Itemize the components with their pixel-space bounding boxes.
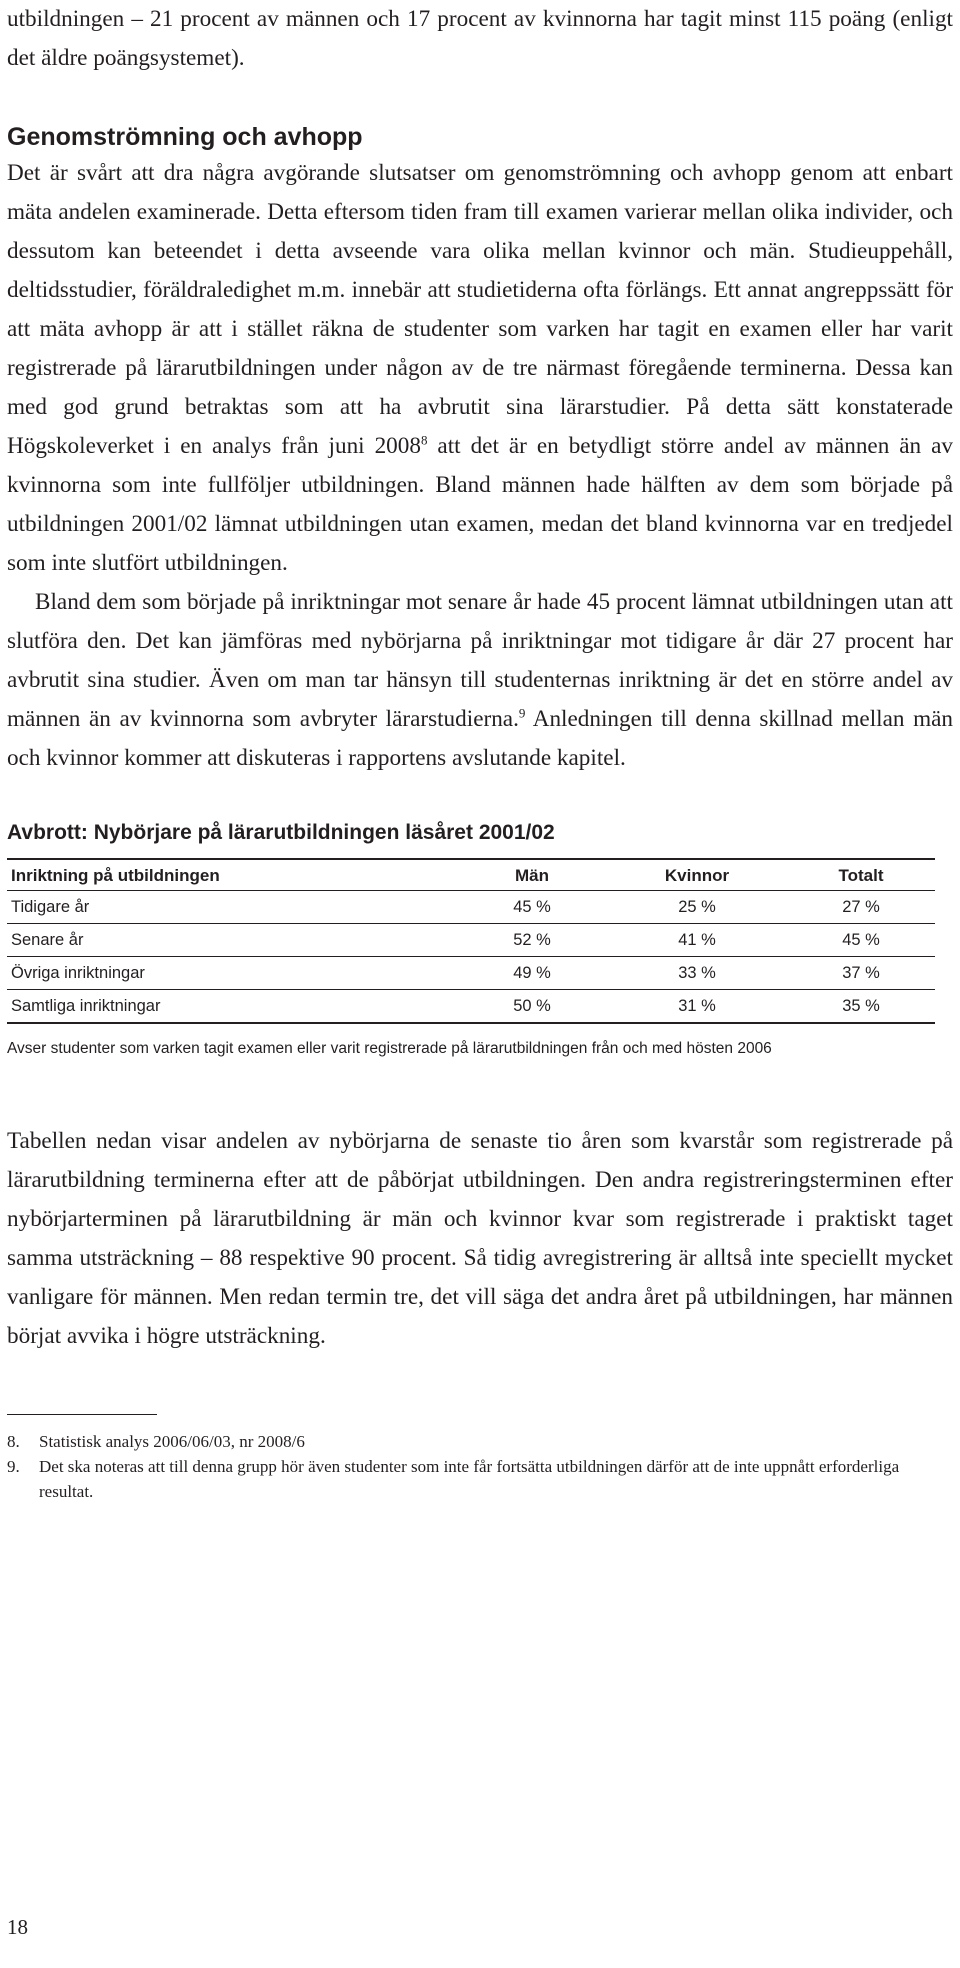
page-content bbox=[7, 0, 953, 1504]
paragraph-inriktningar bbox=[7, 583, 953, 778]
table-cell: Samtliga inriktningar bbox=[11, 996, 161, 1015]
section-heading: Genomströmning och avhopp bbox=[7, 123, 363, 151]
table-cell: 41 % bbox=[678, 930, 716, 949]
table-title: Avbrott: Nybörjare på lärarutbildningen läsåret 2001/02 bbox=[7, 821, 555, 844]
footnote-item bbox=[7, 1429, 953, 1454]
footnote-text: Statistisk analys 2006/06/03, nr 2008/6 bbox=[39, 1432, 305, 1451]
paragraph-text: Anledningen till denna skillnad mellan män och kvinnor kommer att diskuteras i rapportens avslutande kapitel. bbox=[7, 706, 953, 771]
table-row bbox=[7, 924, 935, 957]
dropout-table-block bbox=[7, 818, 953, 1060]
table-cell: 27 % bbox=[842, 897, 880, 916]
column-header: Män bbox=[515, 866, 549, 885]
footnote-number: 8. bbox=[7, 1432, 20, 1451]
footnote-text: Det ska noteras att till denna grupp hör även studenter som inte får fortsätta utbildningen därför att de inte uppnått erforderliga resultat. bbox=[39, 1457, 900, 1501]
paragraph-tabellen: Tabellen nedan visar andelen av nybörjarna de senaste tio åren som kvarstår som registrerade på lärarutbildning terminerna efter att de påbörjat utbildningen. Den andra registreringsterminen efter nybörjarterminen på lärarutbildning är män och kvinnor kvar som registrerade i praktiskt taget samma utsträckning – 88 respektive 90 procent. Så tidig avregistrering är alltså inte speciellt mycket vanligare för männen. Men redan termin tre, det vill säga det andra året på utbildningen, har männen börjat avvika i högre utsträckning. bbox=[7, 1128, 953, 1349]
dropout-table bbox=[7, 858, 935, 1024]
table-cell: 31 % bbox=[678, 996, 716, 1015]
table-cell: 37 % bbox=[842, 963, 880, 982]
footnote-ref-8[interactable]: 8 bbox=[420, 432, 428, 448]
footnote-ref-9[interactable]: 9 bbox=[518, 705, 526, 721]
table-cell: 45 % bbox=[842, 930, 880, 949]
page-number: 18 bbox=[7, 1915, 28, 1939]
table-cell: 52 % bbox=[513, 930, 551, 949]
table-cell: 35 % bbox=[842, 996, 880, 1015]
paragraph-continued: utbildningen – 21 procent av männen och 17 procent av kvinnorna har tagit minst 115 poäng (enligt det äldre poängsystemet). bbox=[7, 6, 953, 71]
table-cell: Övriga inriktningar bbox=[11, 963, 145, 982]
table-header-row bbox=[7, 859, 935, 891]
column-header: Kvinnor bbox=[664, 866, 730, 885]
table-cell: Tidigare år bbox=[11, 897, 90, 916]
table-row bbox=[7, 957, 935, 990]
paragraph-genomstromning bbox=[7, 154, 953, 583]
table-cell: 49 % bbox=[513, 963, 551, 982]
table-row bbox=[7, 891, 935, 924]
table-cell: Senare år bbox=[11, 930, 84, 949]
table-note: Avser studenter som varken tagit examen eller varit registrerade på lärarutbildningen från och med hösten 2006 bbox=[7, 1040, 772, 1057]
column-header: Inriktning på utbildningen bbox=[11, 866, 220, 885]
footnote-divider bbox=[7, 1414, 157, 1415]
column-header: Totalt bbox=[838, 866, 884, 885]
footnote-number: 9. bbox=[7, 1457, 20, 1476]
paragraph-text: Bland dem som började på inriktningar mot senare år hade 45 procent lämnat utbildningen utan att slutföra den. Det kan jämföras med nybörjarna på inriktningar mot tidigare år där 27 procent har avbrutit sina studier. Även om man tar hänsyn till studenternas inriktning är det en större andel av männen än av kvinnorna som avbryter lärarstudierna. bbox=[7, 589, 953, 732]
paragraph-text: att det är en betydligt större andel av männen än av kvinnorna som inte fullföljer utbildningen. Bland männen hade hälften av dem som började på utbildningen 2001/02 lämnat utbildningen utan examen, medan det bland kvinnorna var en tredjedel som inte slutfört utbildningen. bbox=[7, 433, 954, 576]
table-row bbox=[7, 990, 935, 1024]
table-cell: 45 % bbox=[513, 897, 551, 916]
footnote-item bbox=[7, 1454, 953, 1504]
table-cell: 25 % bbox=[678, 897, 716, 916]
table-cell: 33 % bbox=[678, 963, 716, 982]
footnotes bbox=[7, 1429, 953, 1504]
table-cell: 50 % bbox=[513, 996, 551, 1015]
paragraph-text: Det är svårt att dra några avgörande slutsatser om genomströmning och avhopp genom att enbart mäta andelen examinerade. Detta eftersom tiden fram till examen varierar mellan olika individer, och dessutom kan beteendet i detta avseende vara olika mellan kvinnor och män. Studieuppehåll, deltidsstudier, föräldraledighet m.m. innebär att studietiderna ofta förlängs. Ett annat angreppssätt för att mäta avhopp är att i stället räkna de studenter som varken har tagit en examen eller har varit registrerade på lärarutbildningen under någon av de tre närmast föregående terminerna. Dessa kan med god grund betraktas som att ha avbrutit sina lärarstudier. På detta sätt konstaterade Högskoleverket i en analys från juni 2008 bbox=[7, 160, 953, 459]
